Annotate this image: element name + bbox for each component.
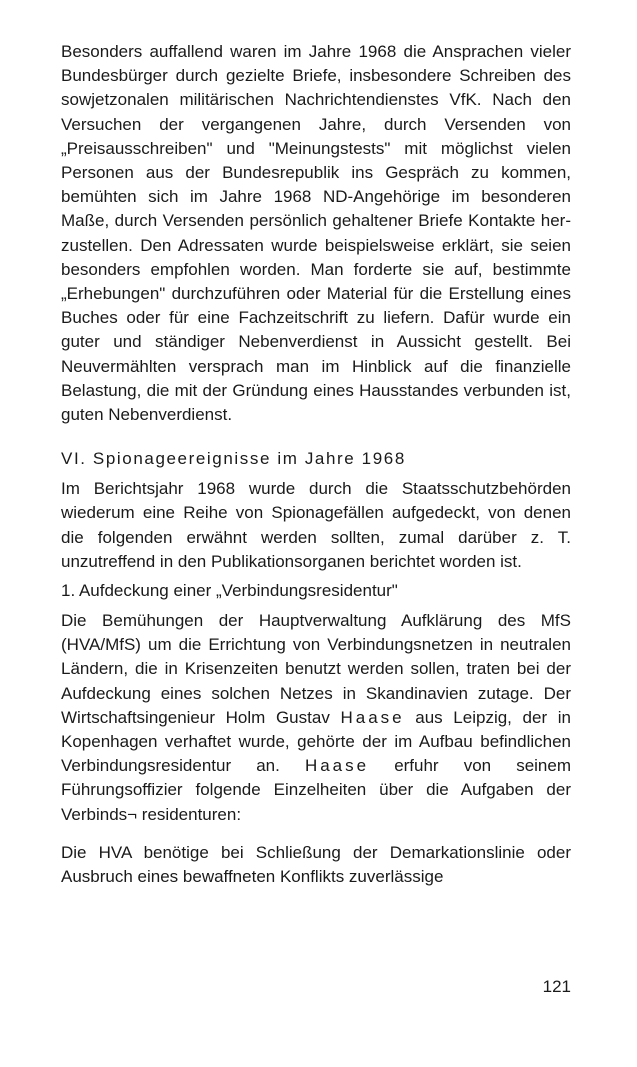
paragraph-3-text-3: erfuhr von seinem Führungsoffizier folgende Einzelheiten über die Aufgaben der Verbinds¬ residenturen: xyxy=(61,756,571,824)
page-number: 121 xyxy=(542,977,571,996)
name-haase: Haase xyxy=(340,707,405,727)
name-haase-repeat: Haase xyxy=(304,756,370,776)
paragraph-3-text-2: aus Leipzig, der in Kopenhagen verhaftet wurde, gehörte der im Aufbau befindlichen Verbindungsresidentur an. xyxy=(61,707,571,776)
paragraph-3-text-1: Die Bemühungen der Hauptverwaltung Aufklärung des MfS (HVA/MfS) um die Errichtung von Verbindungsnetzen in neutralen Ländern, die in Krisenzeiten benutzt werden sollen, traten bei der Aufdeckung eines solchen Netzes in Skandinavien zutage. Der Wirtschaftsingenieur Holm Gustav xyxy=(61,611,571,727)
paragraph-3 xyxy=(61,609,571,827)
paragraph-4: Die HVA benötige bei Schließung der Demarkationslinie oder Ausbruch eines bewaffneten Konflikts zuverlässige xyxy=(61,842,571,887)
paragraph-2: Im Berichtsjahr 1968 wurde durch die Staatsschutzbehörden wiederum eine Reihe von Spionagefällen aufgedeckt, von denen die folgenden erwähnt werden sollten, zumal darüber z. T. unzutreffend in den Publikationsorganen berichtet worden ist. xyxy=(61,479,571,571)
paragraph-1: Besonders auffallend waren im Jahre 1968 die Ansprachen vieler Bundesbürger durch gezielte Briefe, insbesondere Schreiben des sowjetzonalen militärischen Nachrichtendienstes VfK. Nach den Versuchen der vergangenen Jahre, durch Versenden von „Preisausschreiben" und "Meinungstests" mit möglichst vielen Personen aus der Bundesrepublik ins Gespräch zu kommen, bemühten sich im Jahre 1968 ND-Angehörige im besonderen Maße, durch Versenden persönlich gehaltener Briefe Kontakte herzustellen. Den Adressaten wurde beispielsweise erklärt, sie seien besonders empfohlen worden. Man forderte sie auf, bestimmte „Erhebungen" durchzuführen oder Material für die Erstellung eines Buches oder für eine Fachzeitschrift zu liefern. Dafür wurde ein guter und ständiger Nebenverdienst in Aussicht gestellt. Bei Neuvermählten versprach man im Hinblick auf die finanzielle Belastung, die mit der Gründung eines Hausstandes verbunden ist, guten Nebenverdienst. xyxy=(61,42,571,425)
subsection-heading: 1. Aufdeckung einer „Verbindungsresidentur" xyxy=(61,581,398,601)
document-page xyxy=(61,40,571,889)
section-heading: VI. Spionageereignisse im Jahre 1968 xyxy=(61,449,406,469)
